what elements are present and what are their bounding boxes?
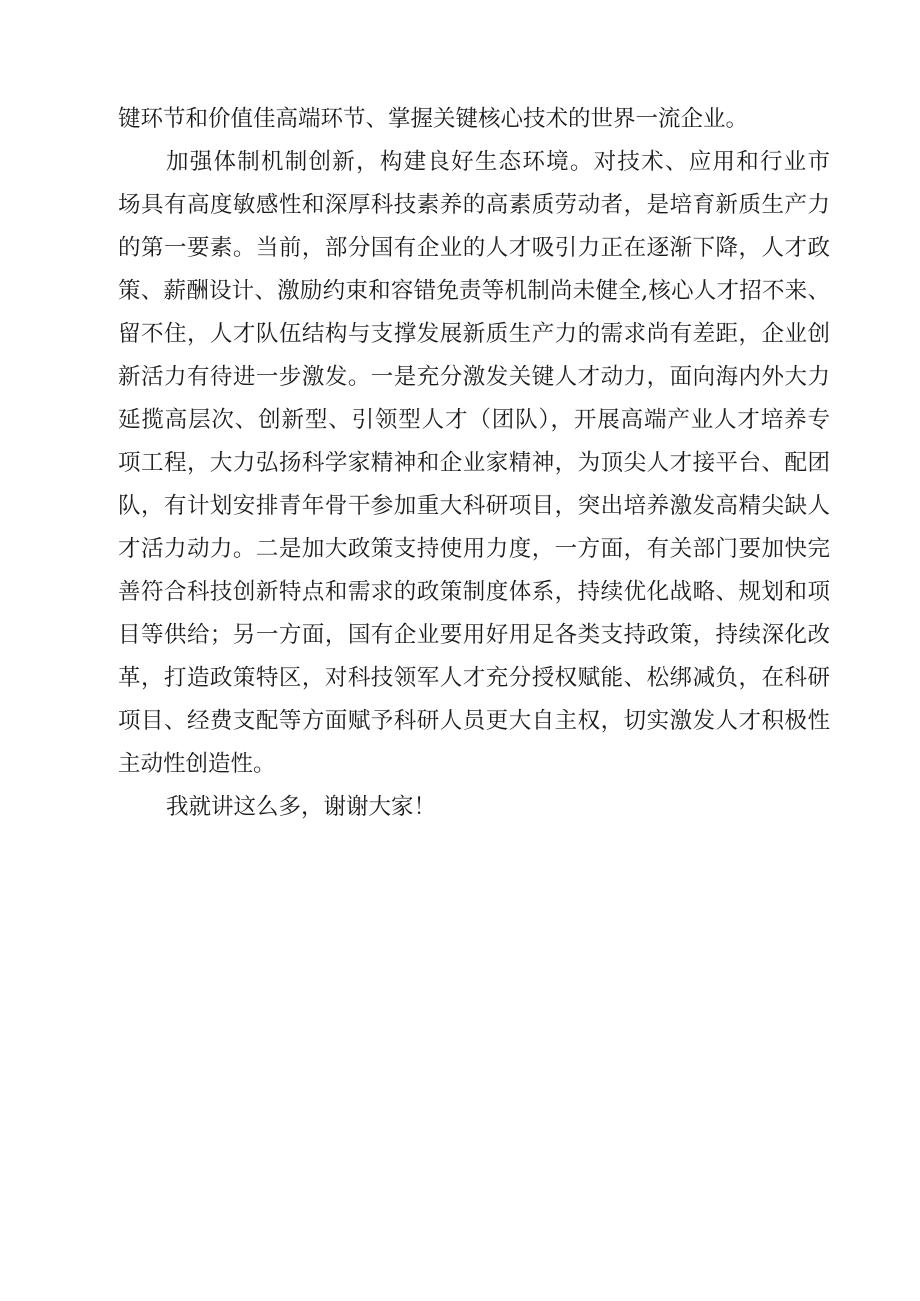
- text-line: 延揽高层次、创新型、引领型人才（团队），开展高端产业人才培养专: [118, 407, 830, 433]
- text-line: 新活力有待进一步激发。一是充分激发关键人才动力，面向海内外大力: [118, 364, 830, 390]
- text-line: 项目、经费支配等方面赋予科研人员更大自主权，切实激发人才积极性: [118, 708, 830, 734]
- text-line: 队，有计划安排青年骨干参加重大科研项目，突出培养激发高精尖缺人: [118, 493, 830, 519]
- text-line: 留不住，人才队伍结构与支撑发展新质生产力的需求尚有差距，企业创: [118, 321, 830, 347]
- text-line: 的第一要素。当前，部分国有企业的人才吸引力正在逐渐下降，人才政: [118, 235, 830, 261]
- text-line: 才活力动力。二是加大政策支持使用力度，一方面，有关部门要加快完: [118, 536, 830, 562]
- text-line: 项工程，大力弘扬科学家精神和企业家精神，为顶尖人才接平台、配团: [118, 450, 830, 476]
- text-line: 键环节和价值佳高端环节、掌握关键核心技术的世界一流企业。: [118, 106, 749, 132]
- text-line: 善符合科技创新特点和需求的政策制度体系，持续优化战略、规划和项: [118, 579, 830, 605]
- text-line: 场具有高度敏感性和深厚科技素养的高素质劳动者，是培育新质生产力: [118, 192, 830, 218]
- text-line: 策、薪酬设计、激励约束和容错免责等机制尚未健全,核心人才招不来、: [118, 278, 830, 304]
- text-line: 革，打造政策特区，对科技领军人才充分授权赋能、松绑减负，在科研: [118, 665, 830, 691]
- text-line: 主动性创造性。: [118, 751, 276, 777]
- text-line: 目等供给；另一方面，国有企业要用好用足各类支持政策，持续深化改: [118, 622, 830, 648]
- text-line: 加强体制机制创新，构建良好生态环境。对技术、应用和行业市: [166, 149, 830, 175]
- closing-line: 我就讲这么多，谢谢大家！: [166, 794, 437, 820]
